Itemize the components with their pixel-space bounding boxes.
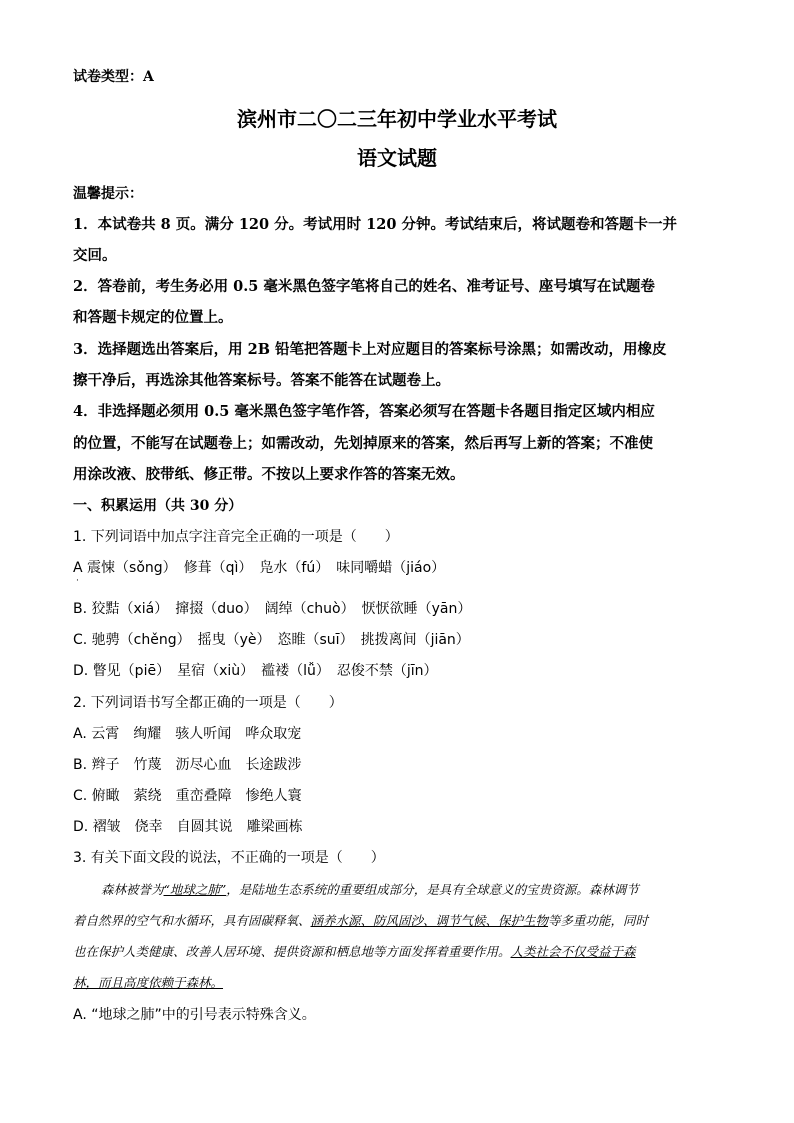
passage-text: 森林被誉为 (101, 882, 164, 897)
section-heading: 一、积累运用（共 30 分） (73, 498, 243, 514)
passage-underlined-text: 林，而且高度依赖于森林。 (73, 975, 224, 990)
question-2-option-a: A. 云霄 绚耀 骇人听闻 哗众取宠 (73, 726, 302, 742)
passage-underlined-text: “地球之肺” (163, 882, 227, 897)
question-2-stem: 2. 下列词语书写全都正确的一项是（ ） (73, 695, 343, 711)
emphasis-dot: · (76, 576, 79, 586)
question-3-option-a: A. “地球之肺”中的引号表示特殊含义。 (73, 1007, 316, 1023)
question-1-option-c: C. 驰骋（chěng） 摇曳（yè） 恣睢（suī） 挑拨离间（jiān） (73, 632, 470, 648)
passage-line (73, 942, 723, 960)
notice-line: 3．选择题选出答案后，用 2B 铅笔把答题卡上对应题目的答案标号涂黑；如需改动，用橡皮 (73, 341, 667, 358)
question-2-option-d: D. 褶皱 侥幸 自圆其说 雕梁画栋 (73, 819, 303, 835)
notice-line: 2．答卷前，考生务必用 0.5 毫米黑色签字笔将自己的姓名、准考证号、座号填写在试题卷 (73, 278, 655, 295)
exam-type-label: 试卷类型：A (73, 69, 154, 85)
question-1-option-b: B. 狡黠（xiá） 撺掇（duo） 阔绰（chuò） 恹恹欲睡（yān） (73, 601, 472, 617)
passage-text: 也在保护人类健康、改善人居环境、提供资源和栖息地等方面发挥着重要作用。 (73, 944, 511, 959)
passage-text: 等多重功能，同时 (548, 913, 649, 928)
question-1-option-d: D. 瞥见（piē） 星宿（xiù） 褴褛（lǚ） 忍俊不禁（jīn） (73, 663, 438, 679)
notice-label: 温馨提示： (73, 186, 143, 202)
notice-line: 和答题卡规定的位置上。 (73, 309, 233, 326)
notice-line: 交回。 (73, 247, 117, 264)
question-1-option-a: A 震悚（sǒng） 修葺（qì） 凫水（fú） 味同嚼蜡（jiáo） (73, 560, 446, 576)
passage-line (73, 911, 723, 929)
passage-underlined-text: 涵养水源、防风固沙、调节气候、保护生物 (310, 913, 549, 928)
question-2-option-b: B. 辫子 竹蔑 沥尽心血 长途跋涉 (73, 757, 302, 773)
exam-subject: 语文试题 (357, 146, 437, 170)
question-2-option-c: C. 俯瞰 萦绕 重峦叠障 惨绝人寰 (73, 788, 302, 804)
notice-line: 的位置，不能写在试题卷上；如需改动，先划掉原来的答案，然后再写上新的答案；不准使 (73, 435, 653, 452)
passage-line (73, 973, 723, 991)
passage-text: ，是陆地生态系统的重要组成部分，是具有全球意义的宝贵资源。森林调节 (226, 882, 639, 897)
notice-line: 用涂改液、胶带纸、修正带。不按以上要求作答的答案无效。 (73, 466, 465, 483)
notice-line: 擦干净后，再选涂其他答案标号。答案不能答在试题卷上。 (73, 372, 450, 389)
question-1-stem: 1. 下列词语中加点字注音完全正确的一项是（ ） (73, 529, 399, 545)
notice-line: 1．本试卷共 8 页。满分 120 分。考试用时 120 分钟。考试结束后，将试题卷和答题卡一并 (73, 216, 677, 233)
passage-line (101, 880, 751, 898)
exam-title: 滨州市二〇二三年初中学业水平考试 (237, 107, 557, 131)
notice-line: 4．非选择题必须用 0.5 毫米黑色签字笔作答，答案必须写在答题卡各题目指定区域内相应 (73, 403, 655, 420)
passage-text: 着自然界的空气和水循环，具有固碳释氧、 (73, 913, 311, 928)
passage-underlined-text: 人类社会不仅受益于森 (510, 944, 636, 959)
question-3-stem: 3. 有关下面文段的说法，不正确的一项是（ ） (73, 850, 385, 866)
